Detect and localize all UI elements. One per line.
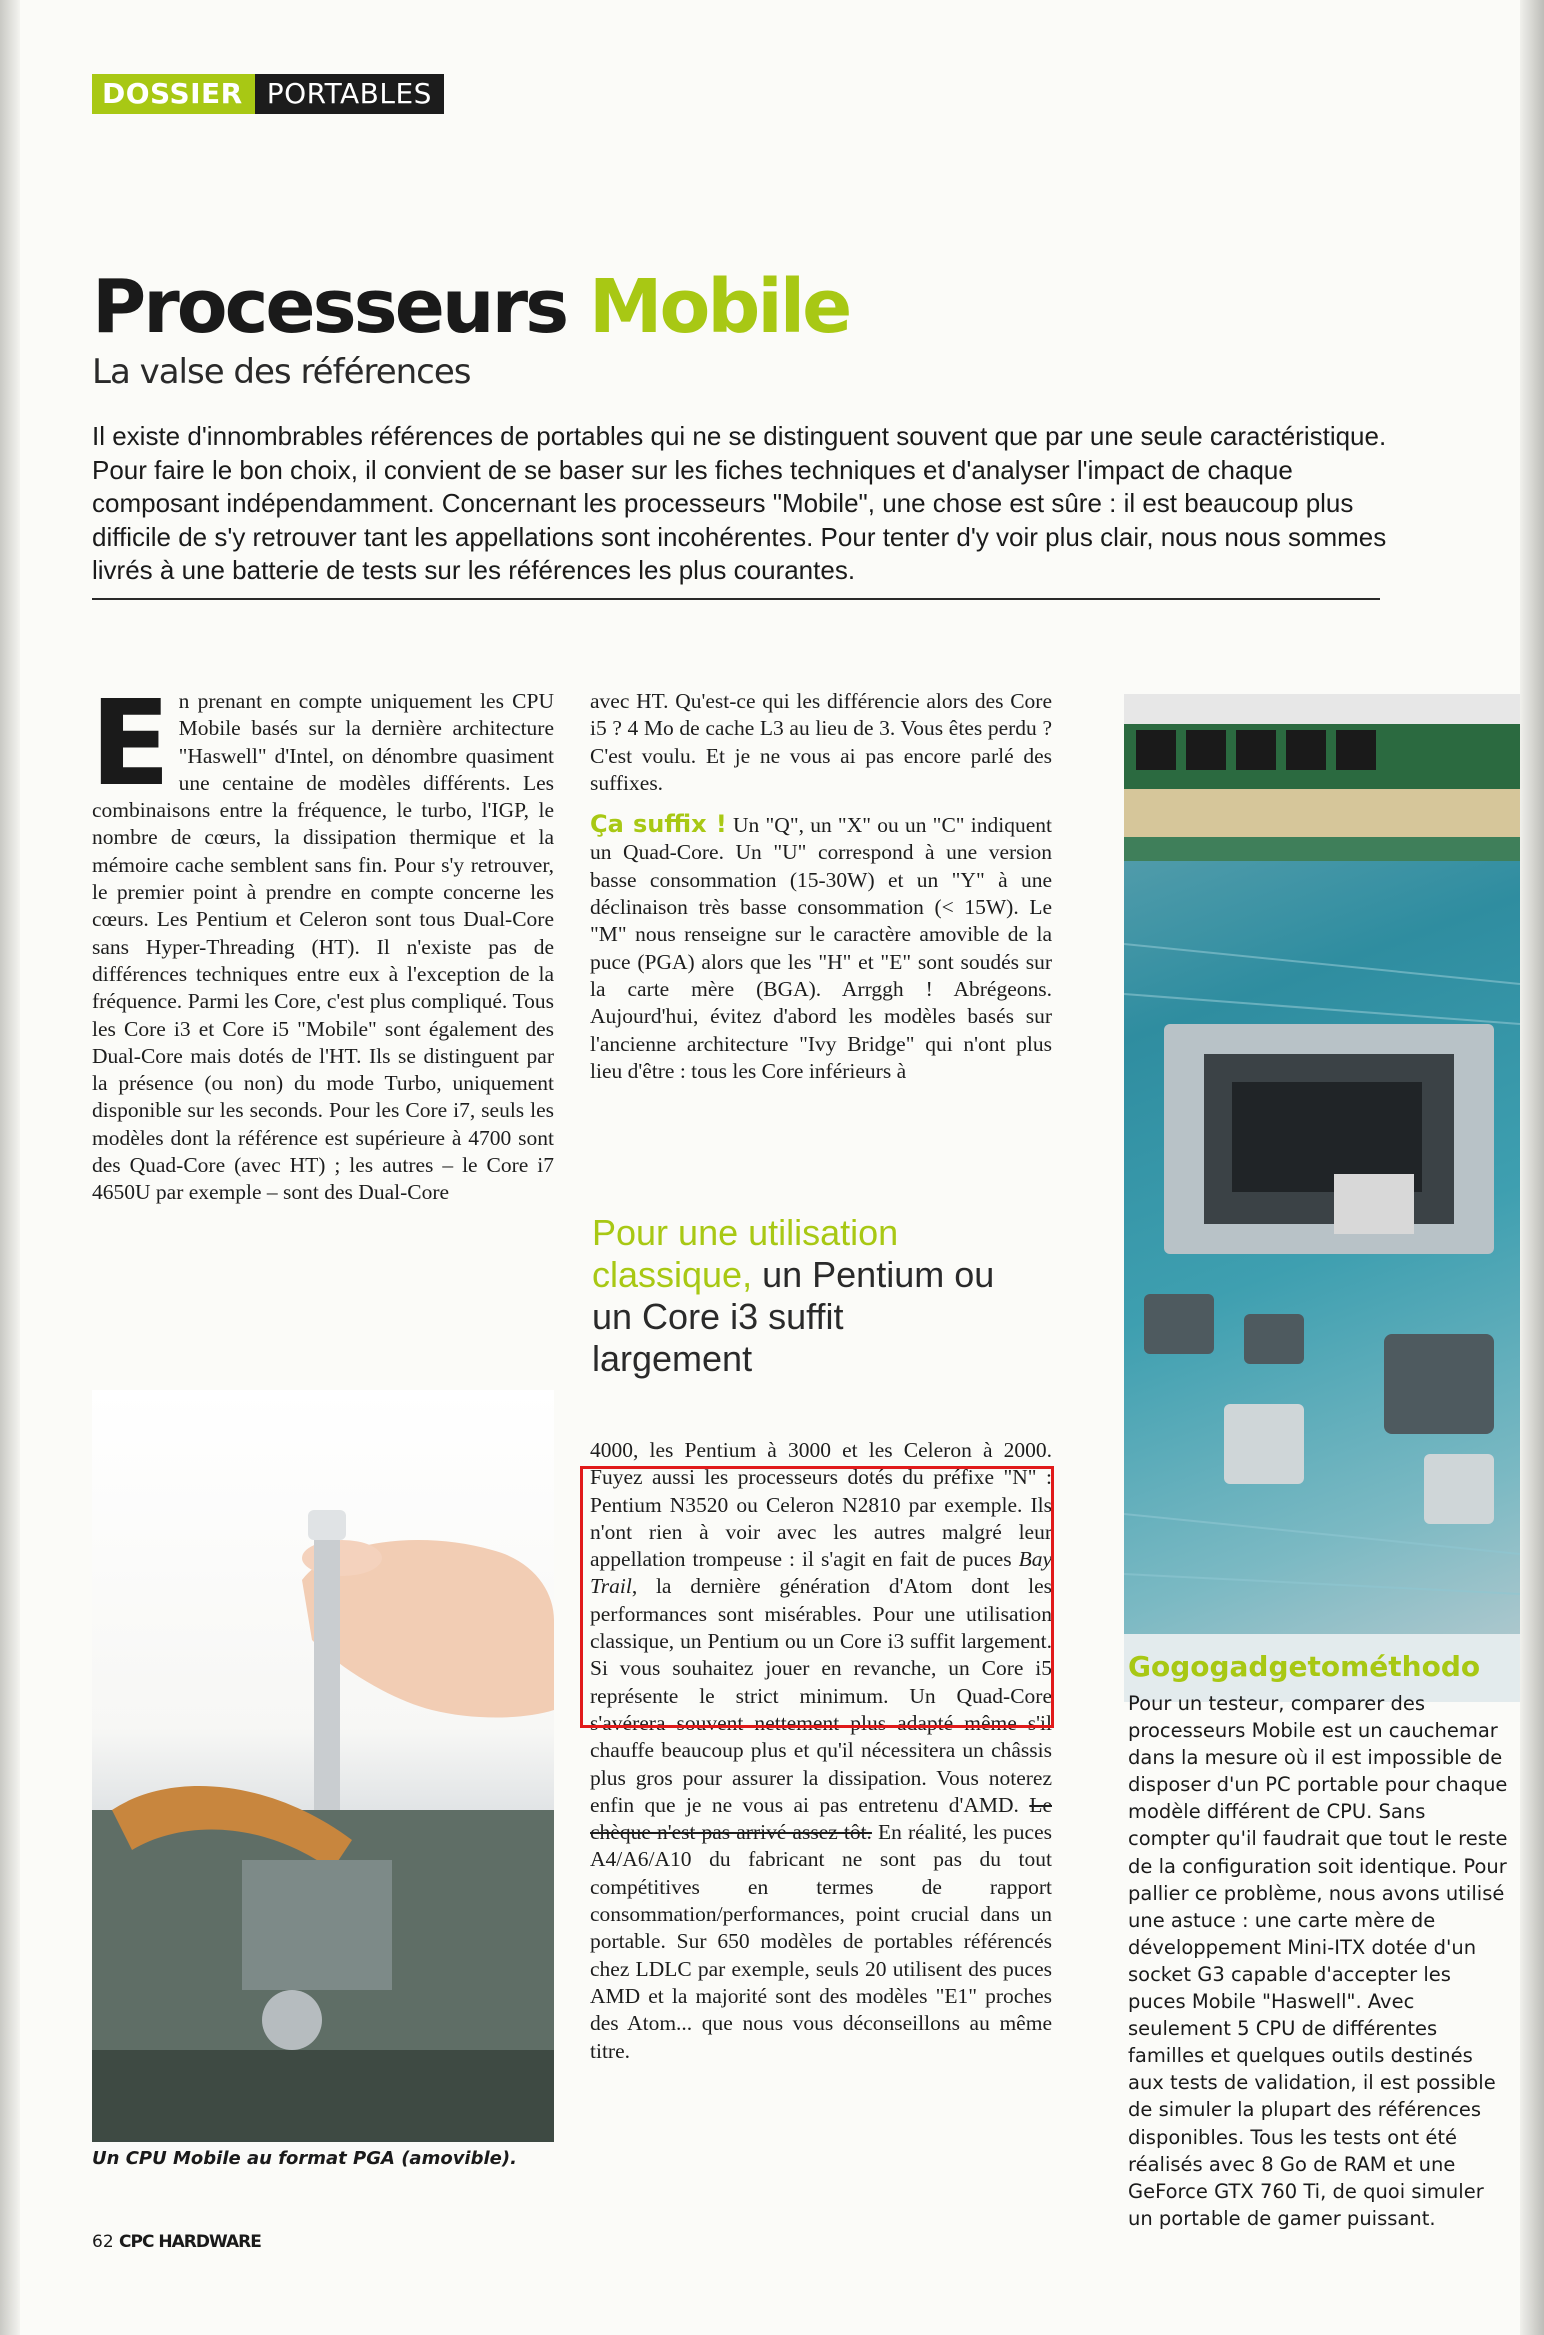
pull-quote-green: Pour une utilisation classique, (592, 1212, 899, 1295)
cpu-install-photo (92, 1390, 554, 2142)
pull-quote (592, 1212, 1012, 1380)
article-lead: Il existe d'innombrables références de portables qui ne se distinguent souvent que par une seule caractéristique. Pour faire le bon choix, il convient de se baser sur les fiches techniques et d'analyser l'impact de chaque composant indépendamment. Concernant les processeurs "Mobile", une chose est sûre : il est beaucoup plus difficile de s'y retrouver tant les appellations sont incohérentes. Pour tenter d'y voir plus clair, nous nous sommes livrés à une batterie de tests sur les références les plus courantes. (92, 421, 1387, 585)
body-column-1 (90, 674, 554, 1207)
sidebar-title: Gogogadgetométhodo (1128, 1650, 1481, 1683)
article-subtitle: La valse des références (92, 352, 471, 392)
bay-trail-emphasis: Bay Trail (590, 1547, 1052, 1599)
subsection-label: PORTABLES (255, 74, 444, 114)
sidebar-text: Pour un testeur, comparer des processeurs Mobile est un cauchemar dans la mesure où il est impossible de disposer d'un PC portable pour chaque modèle différent de CPU. Sans compter qu'il faudrait que tout le reste de la configuration soit identique. Pour pallier ce problème, nous avons utilisé une astuce : une carte mère de développement Mini-ITX dotée d'un socket G3 capable d'accepter les puces Mobile "Haswell". Avec seulement 5 CPU de différentes familles et quelques outils destinés aux tests de validation, il est possible de simuler la plupart des références disponibles. Tous les tests ont été réalisés avec 8 Go de RAM et une GeForce GTX 760 Ti, de quoi simuler un portable de gamer puissant. (1128, 1692, 1508, 2230)
page-gutter (0, 0, 20, 2335)
section-label: DOSSIER (92, 74, 255, 114)
lead-divider (92, 598, 1380, 600)
body-column-2-top (590, 688, 1052, 1085)
body-column-2-bottom (590, 1437, 1052, 2065)
magazine-brand: CPC HARDWARE (119, 2232, 261, 2252)
column-2-bottom-text-2: , la dernière génération d'Atom dont les performances sont misérables. Pour une utilisation classique, un Pentium ou un Core i3 suffit largement. Si vous souhaitez jouer en revanche, un Core i5 représente le strict minimum. Un Quad-Core s'avérera souvent nettement plus adapté même s'il chauffe beaucoup plus et qu'il nécessitera un châssis plus gros pour assurer la dissipation. Vous noterez enfin que je ne vous ai pas entretenu d'AMD. (590, 1574, 1052, 1817)
page-edge (1520, 0, 1544, 2335)
intertitle: Ça suffix ! (590, 810, 727, 839)
strikethrough-joke: Le chèque n'est pas arrivé assez tôt. (590, 1792, 1052, 1845)
pull-quote-dark: un Pentium ou un Core i3 suffit largement (592, 1254, 995, 1379)
page-number: 62 (92, 2232, 114, 2252)
page-footer (92, 2232, 261, 2252)
column-1-text: n prenant en compte uniquement les CPU Mobile basés sur la dernière architecture "Haswell" d'Intel, on dénombre quasiment une centaine de modèles différents. Les combinaisons entre la fréquence, le turbo, l'IGP, le nombre de cœurs, la dissipation thermique et la mémoire cache semblent sans fin. Pour s'y retrouver, le premier point à prendre en compte concerne les cœurs. Les Pentium et Celeron sont tous Dual-Core sans Hyper-Threading (HT). Il n'existe pas de différences techniques entre eux à l'exception de la fréquence. Parmi les Core, c'est plus compliqué. Tous les Core i3 et Core i5 "Mobile" sont également des Dual-Core mais dotés de l'HT. Ils se distinguent par la présence (ou non) du mode Turbo, uniquement disponible sur les seconds. Pour les Core i7, seuls les modèles dont la référence est supérieure à 4700 sont des Quad-Core (avec HT) ; les autres – le Core i7 4650U par exemple – sont des Dual-Core (92, 689, 554, 1205)
title-part-1: Processeurs (92, 264, 567, 350)
column-2-mid-text: Un "Q", un "X" ou un "C" indiquent un Quad-Core. Un "U" correspond à une version basse consommation (15-30W) et un "Y" à une déclinaison très basse consommation (< 15W). Le "M" nous renseigne sur le caractère amovible de la puce (PGA) alors que les "H" et "E" sont soudés sur la carte mère (BGA). Arrggh ! Abrégeons. Aujourd'hui, évitez d'abord les modèles basés sur l'ancienne architecture "Ivy Bridge" qui n'ont plus lieu d'être : tous les Core inférieurs à (590, 813, 1052, 1083)
column-2-bottom-text-3: En réalité, les puces A4/A6/A10 du fabricant ne sont pas du tout compétitives en termes de rapport consommation/performances, point crucial dans un portable. Sur 650 modèles de portables référencés chez LDLC par exemple, seuls 20 utilisent des puces AMD et la majorité sont des modèles "E1" proches des Atom... que nous vous déconseillons au même titre. (590, 1820, 1052, 2063)
column-2-bottom-text-1: 4000, les Pentium à 3000 et les Celeron à 2000. Fuyez aussi les processeurs dotés du préfixe "N" : Pentium N3520 ou Celeron N2810 par exemple. Ils n'ont rien à voir avec les autres malgré leur appellation trompeuse : il s'agit en fait de puces (590, 1438, 1052, 1572)
column-2-top-text: avec HT. Qu'est-ce qui les différencie alors des Core i5 ? 4 Mo de cache L3 au lieu de 3. Vous êtes perdu ? C'est voulu. Et je ne vous ai pas encore parlé des suffixes. (590, 689, 1052, 795)
section-tag (92, 74, 444, 114)
motherboard-illustration (1124, 694, 1520, 1702)
drop-cap: E (90, 674, 171, 812)
cpu-install-illustration (92, 1390, 554, 2142)
photo-caption: Un CPU Mobile au format PGA (amovible). (92, 2148, 517, 2169)
article-title (92, 264, 850, 350)
title-part-2: Mobile (588, 264, 850, 350)
motherboard-photo (1124, 694, 1520, 1702)
